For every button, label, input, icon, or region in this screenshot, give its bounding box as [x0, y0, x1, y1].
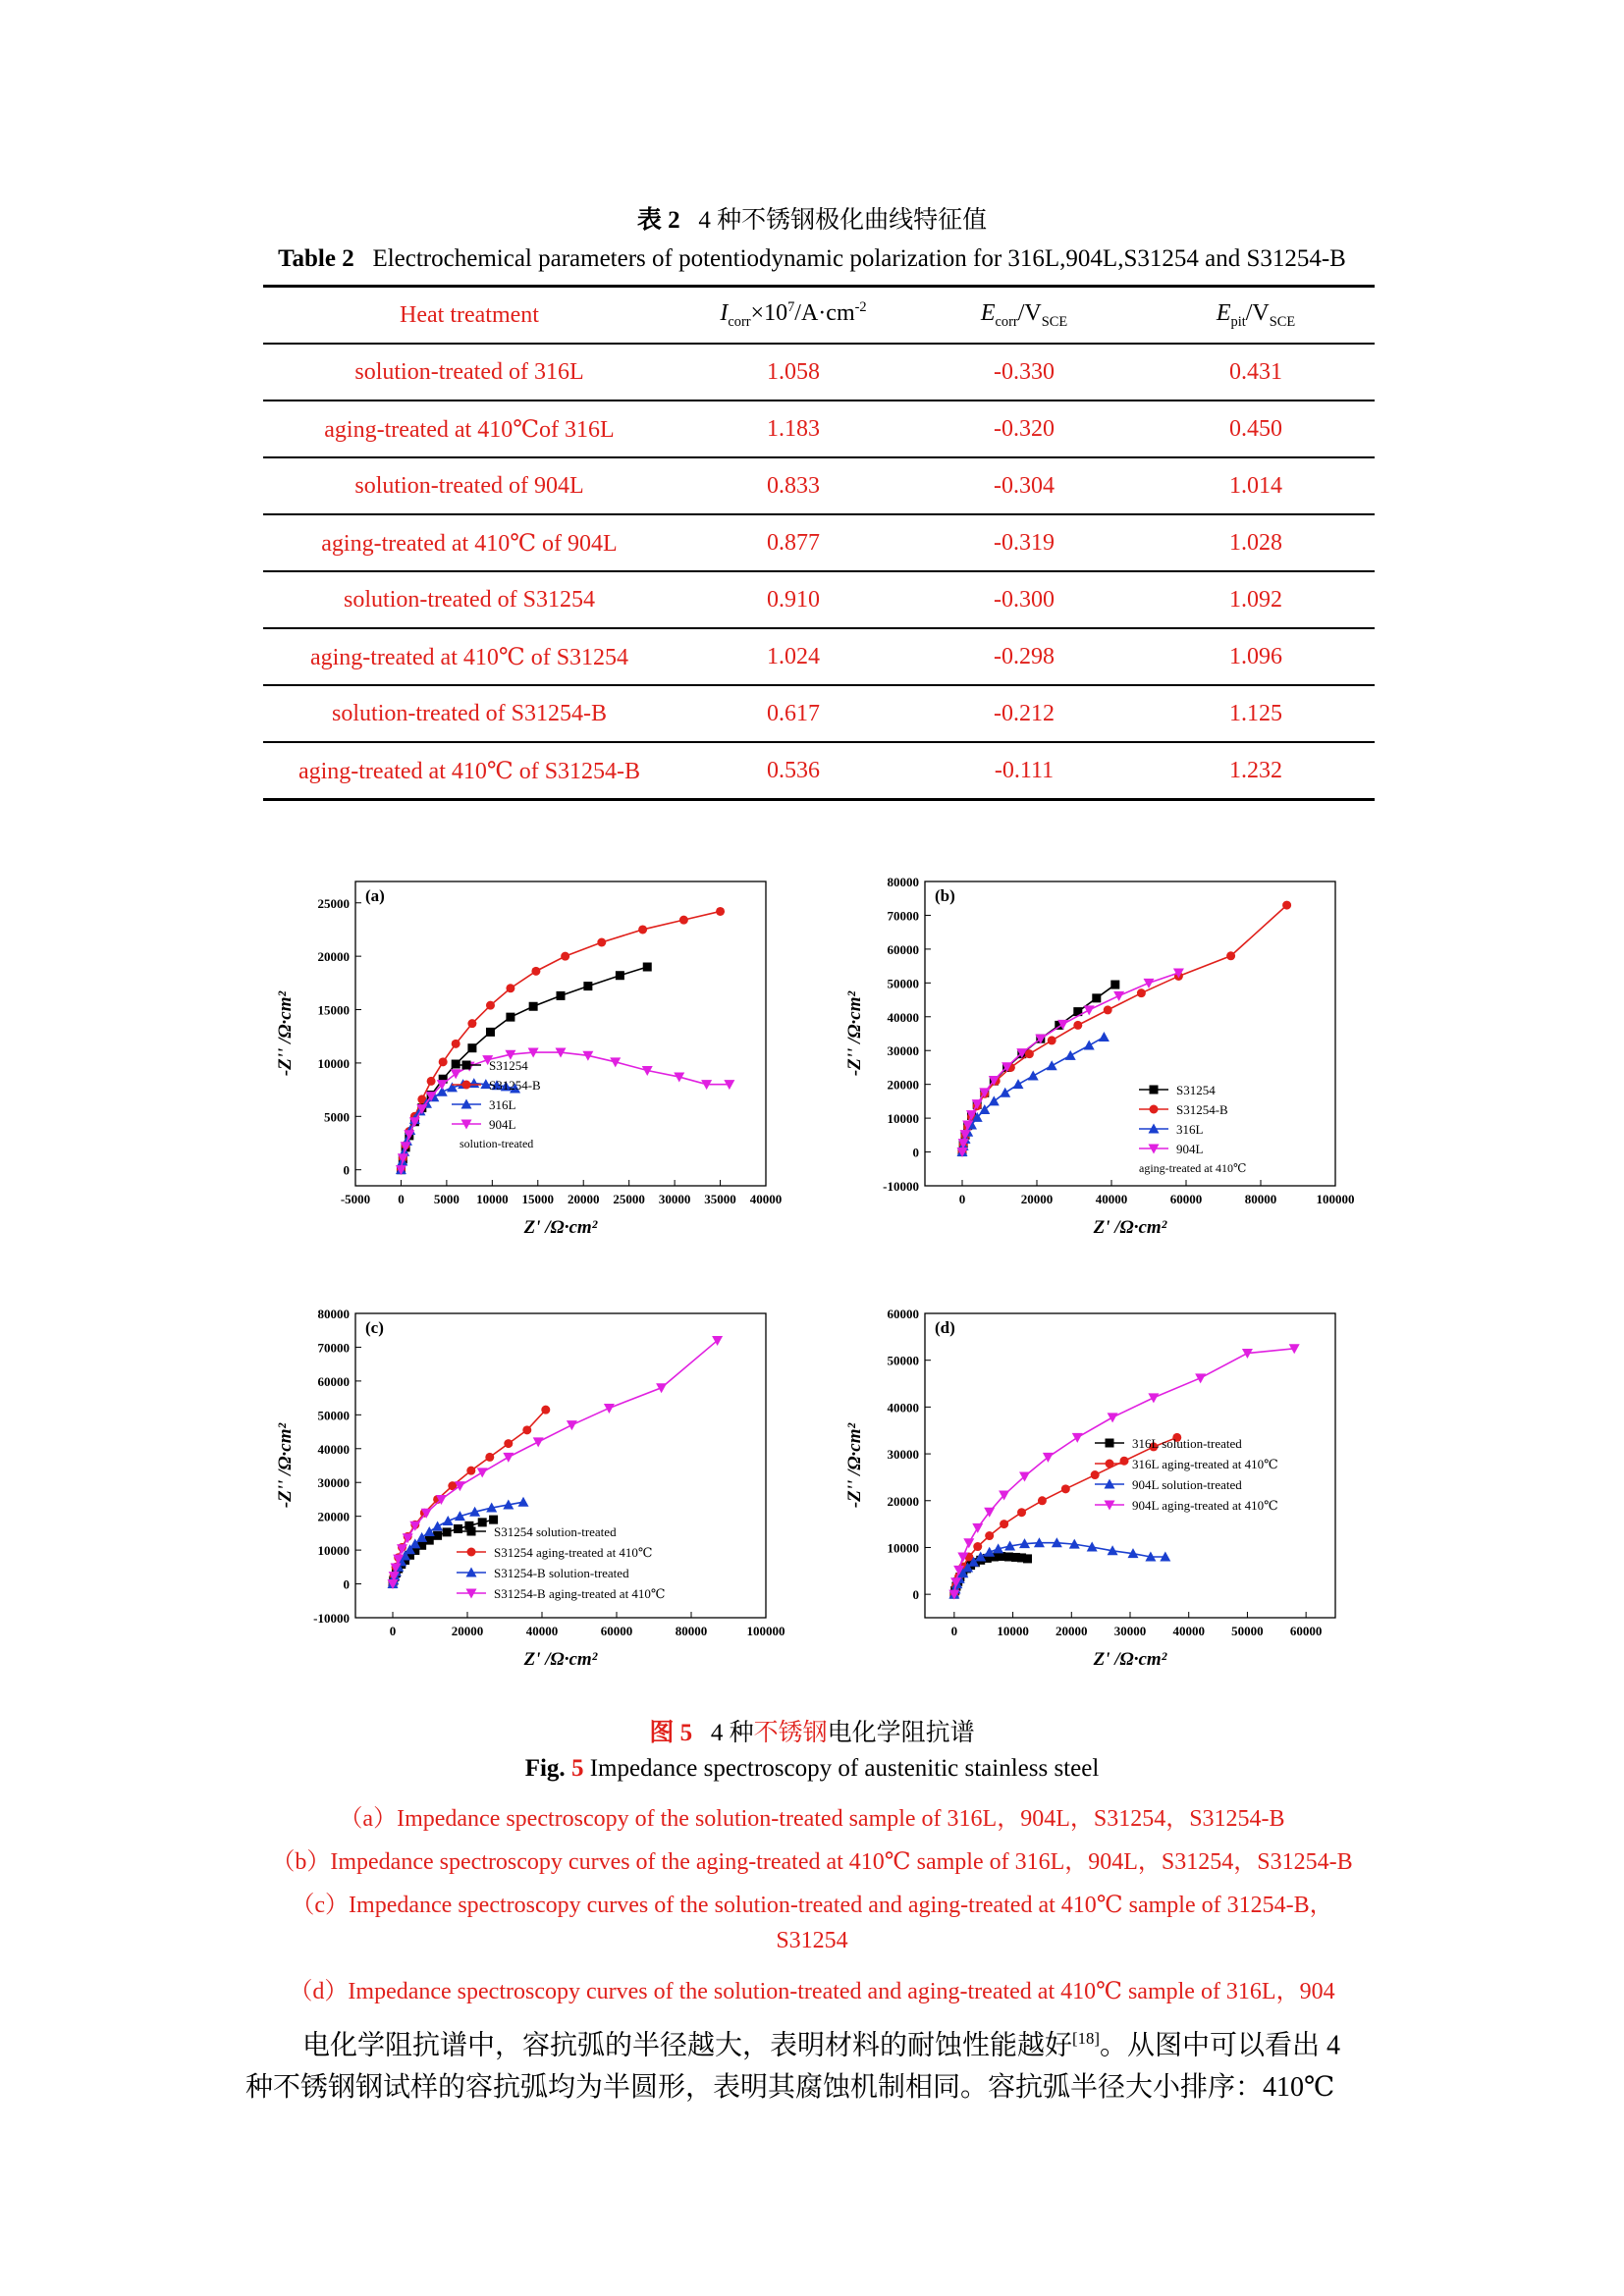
data-point: [656, 1383, 667, 1393]
data-point: [679, 916, 688, 925]
data-point: [1092, 993, 1101, 1002]
data-point: [522, 1425, 531, 1434]
x-tick-label: 40000: [525, 1624, 559, 1638]
cell-treatment: aging-treated at 410℃ of S31254-B: [298, 758, 641, 784]
polarization-table: [263, 285, 1375, 801]
series-2: [948, 1537, 1170, 1598]
cell-treatment: solution-treated of 904L: [354, 472, 584, 499]
cell-icorr: 1.183: [767, 415, 820, 442]
subcaption-c-line1: （c）Impedance spectroscopy curves of the solution-treated and aging-treated at 410℃ sample of 31254-B，: [291, 1893, 1333, 1918]
table-row: [263, 742, 1375, 800]
cell-icorr: 0.617: [767, 700, 820, 726]
series-line: [962, 905, 1287, 1151]
table-row: [263, 514, 1375, 571]
series-3: [948, 1344, 1299, 1599]
y-tick-label: 20000: [317, 1509, 350, 1524]
body-paragraph-line1: 电化学阻抗谱中，容抗弧的半径越大，表明材料的耐蚀性能越好[18]。从图中可以看出 4: [302, 2029, 1340, 2061]
data-point: [1099, 1032, 1110, 1041]
cell-ecorr: -0.320: [994, 415, 1055, 442]
data-point: [467, 1019, 476, 1028]
x-tick-label: 80000: [1244, 1192, 1277, 1206]
cell-icorr: 0.833: [767, 472, 820, 499]
y-tick-label: 0: [343, 1162, 350, 1178]
x-tick-label: 40000: [1172, 1624, 1205, 1638]
legend-entry: S31254-B aging-treated at 410℃: [494, 1586, 666, 1601]
x-tick-label: 0: [958, 1192, 966, 1206]
x-tick-label: 20000: [1020, 1192, 1054, 1206]
series-line: [401, 911, 720, 1169]
legend-marker: [462, 1061, 471, 1070]
data-point: [466, 1467, 475, 1475]
cell-epit: 1.028: [1229, 529, 1282, 556]
cell-treatment: solution-treated of 316L: [354, 358, 584, 385]
data-point: [424, 1526, 435, 1536]
data-point: [597, 938, 606, 947]
cell-treatment: aging-treated at 410℃of 316L: [324, 416, 615, 443]
data-point: [506, 1013, 514, 1022]
cell-icorr: 1.058: [767, 358, 820, 385]
table-row: [263, 628, 1375, 685]
legend-entry: S31254 aging-treated at 410℃: [494, 1545, 653, 1560]
data-point: [583, 982, 592, 990]
series-1: [397, 907, 725, 1174]
cell-epit: 1.125: [1229, 700, 1282, 726]
y-tick-label: 50000: [887, 1353, 919, 1368]
data-point: [443, 1516, 454, 1525]
legend-entry: 316L: [489, 1097, 516, 1112]
x-tick-label: 0: [389, 1624, 397, 1638]
y-tick-label: 0: [912, 1587, 919, 1603]
data-point: [1113, 991, 1124, 1001]
legend-entry: S31254 solution-treated: [494, 1524, 617, 1539]
x-tick-label: 60000: [600, 1624, 633, 1638]
legend-marker: [1150, 1105, 1159, 1114]
header-epit: $E_{pit}/V_{SCE}$: [1216, 299, 1296, 330]
data-point: [1038, 1496, 1047, 1505]
subcaption-a: （a）Impedance spectroscopy of the solution-treated sample of 316L，904L，S31254，S31254-B: [339, 1806, 1285, 1832]
x-tick-label: 30000: [658, 1192, 691, 1206]
x-tick-label: 50000: [1231, 1624, 1264, 1638]
y-tick-label: 30000: [317, 1475, 350, 1491]
legend-entry: S31254: [489, 1058, 528, 1073]
data-point: [529, 1002, 538, 1011]
data-point: [1108, 1413, 1118, 1422]
x-tick-label: 40000: [1095, 1192, 1128, 1206]
data-point: [963, 1538, 974, 1548]
cell-epit: 1.014: [1229, 472, 1282, 499]
data-point: [489, 1516, 498, 1524]
data-point: [443, 1527, 452, 1536]
y-tick-label: -10000: [313, 1611, 350, 1626]
data-point: [533, 1437, 544, 1447]
y-axis-label: -Z'' /Ω·cm²: [844, 1422, 865, 1509]
y-axis-label: -Z'' /Ω·cm²: [275, 1422, 296, 1509]
y-tick-label: 80000: [317, 1307, 350, 1321]
data-point: [1282, 901, 1291, 910]
table-caption-en: Table 2 Electrochemical parameters of potentiodynamic polarization for 316L,904L,S31254 and S31254-B: [278, 245, 1346, 272]
data-point: [477, 1468, 488, 1477]
y-tick-label: 70000: [317, 1340, 350, 1356]
data-point: [1226, 951, 1235, 960]
x-tick-label: 25000: [613, 1192, 645, 1206]
data-point: [452, 1060, 460, 1069]
series-line: [962, 985, 1115, 1152]
x-tick-label: 60000: [1289, 1624, 1323, 1638]
cell-epit: 1.096: [1229, 643, 1282, 669]
data-point: [467, 1043, 476, 1052]
x-tick-label: 35000: [704, 1192, 736, 1206]
cell-epit: 0.450: [1229, 415, 1282, 442]
figure-caption-cn: 图 5 4 种不锈钢电化学阻抗谱: [649, 1720, 975, 1746]
y-tick-label: -10000: [883, 1179, 919, 1194]
data-point: [1061, 1484, 1070, 1493]
data-point: [1110, 981, 1119, 989]
legend-entry: 904L: [1176, 1142, 1204, 1156]
legend-marker: [1106, 1460, 1114, 1468]
cell-treatment: aging-treated at 410℃ of 904L: [321, 530, 618, 557]
header-ecorr: $E_{corr}/V_{SCE}$: [980, 299, 1068, 330]
y-tick-label: 50000: [887, 976, 919, 991]
data-point: [1084, 1041, 1095, 1050]
y-tick-label: 40000: [887, 1009, 919, 1025]
y-tick-label: 30000: [887, 1447, 919, 1463]
x-tick-label: 15000: [521, 1192, 555, 1206]
data-point: [1048, 1036, 1056, 1044]
data-point: [972, 1523, 983, 1533]
cell-ecorr: -0.111: [994, 757, 1055, 783]
data-point: [432, 1522, 443, 1531]
data-point: [989, 1095, 1000, 1105]
cell-treatment: solution-treated of S31254: [344, 586, 595, 613]
data-point: [984, 1547, 995, 1557]
data-point: [561, 952, 569, 961]
data-point: [503, 1453, 514, 1463]
cell-icorr: 0.910: [767, 586, 820, 613]
data-point: [1084, 1005, 1095, 1015]
x-tick-label: -5000: [340, 1192, 371, 1206]
legend-entry: 316L aging-treated at 410℃: [1132, 1457, 1278, 1471]
data-point: [1104, 1005, 1112, 1014]
data-point: [1091, 1470, 1100, 1479]
header-heat-treatment: Heat treatment: [400, 301, 539, 328]
data-point: [1148, 1393, 1159, 1403]
chart-note: solution-treated: [460, 1137, 534, 1150]
data-point: [504, 1439, 513, 1448]
legend-entry: 316L: [1176, 1122, 1204, 1137]
y-tick-label: 20000: [317, 949, 350, 965]
x-tick-label: 60000: [1169, 1192, 1203, 1206]
x-axis-label: Z' /Ω·cm²: [1093, 1649, 1167, 1670]
x-tick-label: 100000: [746, 1624, 785, 1638]
header-icorr: $I_{corr}\times 10^7/A\cdot cm^{-2}$: [720, 299, 867, 330]
table-row: [263, 344, 1375, 400]
data-point: [1028, 1071, 1039, 1081]
y-tick-label: 10000: [317, 1055, 350, 1071]
table-caption-cn: 表 2 4 种不锈钢极化曲线特征值: [636, 207, 988, 234]
table-row: [263, 571, 1375, 628]
x-tick-label: 0: [950, 1624, 958, 1638]
x-tick-label: 0: [398, 1192, 405, 1206]
data-point: [643, 963, 652, 972]
chart-panel-a: [275, 864, 825, 1261]
cell-treatment: solution-treated of S31254-B: [332, 700, 607, 726]
y-tick-label: 40000: [887, 1400, 919, 1415]
data-point: [973, 1542, 982, 1551]
legend-marker: [1106, 1439, 1114, 1448]
panel-label: (b): [935, 886, 955, 905]
data-point: [531, 967, 540, 976]
legend-entry: 904L: [489, 1117, 516, 1132]
chart-note: aging-treated at 410℃: [1139, 1161, 1247, 1175]
table-row: [263, 457, 1375, 514]
subcaption-b: （b）Impedance spectroscopy curves of the aging-treated at 410℃ sample of 316L，904L，S31254，S31254-B: [271, 1849, 1353, 1875]
legend-entry: 904L aging-treated at 410℃: [1132, 1498, 1278, 1513]
table-row: [263, 400, 1375, 457]
x-tick-label: 5000: [433, 1192, 460, 1206]
data-point: [427, 1077, 436, 1086]
x-axis-label: Z' /Ω·cm²: [523, 1217, 598, 1238]
cell-epit: 1.092: [1229, 586, 1282, 613]
legend-entry: S31254-B: [489, 1078, 541, 1093]
data-point: [1065, 1050, 1076, 1060]
y-axis-label: -Z'' /Ω·cm²: [275, 990, 296, 1077]
y-tick-label: 30000: [887, 1043, 919, 1059]
y-tick-label: 70000: [887, 908, 919, 924]
series-3: [396, 1048, 734, 1176]
y-tick-label: 80000: [887, 875, 919, 889]
data-point: [1144, 979, 1155, 988]
data-point: [486, 1001, 495, 1010]
data-point: [557, 991, 566, 1000]
legend-marker: [467, 1527, 476, 1536]
data-point: [1072, 1433, 1083, 1443]
data-point: [1047, 1060, 1057, 1070]
data-point: [1242, 1349, 1253, 1359]
data-point: [716, 907, 725, 916]
data-point: [985, 1531, 994, 1540]
data-point: [439, 1057, 448, 1066]
chart-panel-d: [844, 1296, 1394, 1693]
data-point: [1023, 1554, 1032, 1563]
legend-marker: [1150, 1086, 1159, 1095]
subcaption-c-line2: S31254: [776, 1928, 848, 1953]
y-tick-label: 10000: [887, 1540, 919, 1556]
y-tick-label: 0: [343, 1576, 350, 1592]
series-line: [962, 973, 1178, 1152]
data-point: [541, 1406, 550, 1415]
x-axis-label: Z' /Ω·cm²: [523, 1649, 598, 1670]
legend-entry: S31254: [1176, 1083, 1216, 1097]
legend-entry: S31254-B: [1176, 1102, 1228, 1117]
x-tick-label: 10000: [476, 1192, 509, 1206]
data-point: [567, 1420, 577, 1430]
table-header-row: [263, 287, 1375, 345]
panel-label: (d): [935, 1318, 955, 1337]
data-point: [1073, 1021, 1082, 1030]
series-2: [957, 1032, 1110, 1156]
legend-marker: [467, 1548, 476, 1557]
y-tick-label: 40000: [317, 1441, 350, 1457]
x-tick-label: 30000: [1113, 1624, 1147, 1638]
data-point: [1017, 1508, 1026, 1517]
subcaption-d: （d）Impedance spectroscopy curves of the solution-treated and aging-treated at 410℃ sample of 316L，904: [289, 1979, 1335, 2004]
cell-epit: 0.431: [1229, 358, 1282, 385]
plot-frame: [925, 881, 1335, 1186]
legend-entry: S31254-B solution-treated: [494, 1566, 629, 1580]
cell-ecorr: -0.304: [994, 472, 1055, 499]
panel-label: (c): [365, 1318, 384, 1337]
x-tick-label: 20000: [1056, 1624, 1088, 1638]
data-point: [1000, 1520, 1008, 1528]
x-tick-label: 100000: [1316, 1192, 1355, 1206]
data-point: [478, 1518, 487, 1526]
plot-frame: [355, 881, 766, 1186]
legend-marker: [462, 1081, 471, 1090]
cell-treatment: aging-treated at 410℃ of S31254: [309, 644, 629, 670]
x-axis-label: Z' /Ω·cm²: [1093, 1217, 1167, 1238]
data-point: [1025, 1049, 1034, 1058]
cell-ecorr: -0.212: [994, 700, 1055, 726]
figure-caption-en: Fig. 5 Impedance spectroscopy of austenitic stainless steel: [524, 1755, 1100, 1782]
x-tick-label: 40000: [749, 1192, 783, 1206]
y-axis-label: -Z'' /Ω·cm²: [844, 990, 865, 1077]
cell-ecorr: -0.330: [994, 358, 1055, 385]
x-tick-label: 80000: [675, 1624, 708, 1638]
y-tick-label: 20000: [887, 1493, 919, 1509]
body-paragraph-line2: 种不锈钢钢试样的容抗弧均为半圆形，表明其腐蚀机制相同。容抗弧半径大小排序：410℃: [245, 2072, 1335, 2103]
y-tick-label: 0: [912, 1145, 919, 1160]
cell-icorr: 1.024: [767, 643, 820, 669]
data-point: [1137, 988, 1146, 997]
data-point: [638, 925, 647, 934]
chart-panel-b: [844, 864, 1394, 1261]
x-tick-label: 20000: [567, 1192, 600, 1206]
data-point: [604, 1404, 615, 1414]
data-point: [616, 971, 624, 980]
cell-icorr: 0.877: [767, 529, 820, 556]
legend-entry: 316L solution-treated: [1132, 1436, 1242, 1451]
data-point: [433, 1531, 442, 1540]
data-point: [506, 984, 514, 992]
chart-panel-c: [275, 1296, 825, 1693]
legend-entry: 904L solution-treated: [1132, 1477, 1242, 1492]
data-point: [486, 1028, 495, 1037]
y-tick-label: 60000: [887, 941, 919, 957]
y-tick-label: 60000: [887, 1307, 919, 1321]
data-point: [1195, 1373, 1206, 1383]
data-point: [452, 1040, 460, 1048]
series-1: [958, 901, 1292, 1156]
y-tick-label: 10000: [317, 1543, 350, 1559]
cell-ecorr: -0.300: [994, 586, 1055, 613]
cell-ecorr: -0.298: [994, 643, 1055, 669]
y-tick-label: 50000: [317, 1408, 350, 1423]
table-row: [263, 685, 1375, 742]
cell-icorr: 0.536: [767, 757, 820, 783]
x-tick-label: 10000: [997, 1624, 1029, 1638]
panel-label: (a): [365, 886, 385, 905]
cell-epit: 1.232: [1229, 757, 1282, 783]
data-point: [485, 1453, 494, 1462]
y-tick-label: 60000: [317, 1373, 350, 1389]
data-point: [1000, 1088, 1010, 1097]
y-tick-label: 10000: [887, 1111, 919, 1127]
y-tick-label: 20000: [887, 1077, 919, 1093]
data-point: [1013, 1079, 1024, 1089]
cell-ecorr: -0.319: [994, 529, 1055, 556]
y-tick-label: 5000: [324, 1109, 350, 1125]
x-tick-label: 20000: [451, 1624, 484, 1638]
y-tick-label: 25000: [317, 895, 350, 911]
y-tick-label: 15000: [317, 1002, 350, 1018]
series-1: [389, 1406, 551, 1588]
data-point: [518, 1497, 529, 1507]
